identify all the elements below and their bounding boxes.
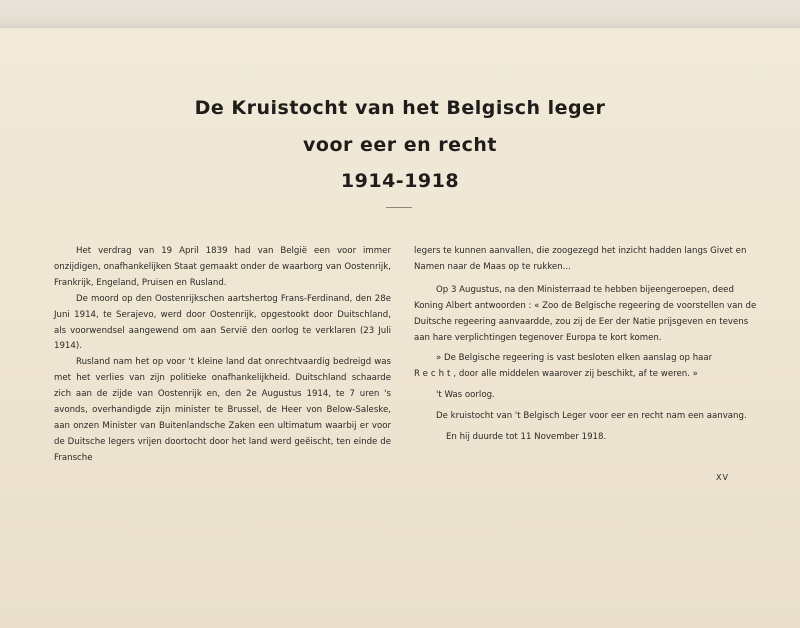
right-paragraph-2: 't Was oorlog. — [436, 390, 495, 401]
right-paragraph-1: Op 3 Augustus, na den Ministerraad te hebben bijeengeroepen, deed Koning Albert antwoorden : « Zoo de Belgische regeering de voorstellen van de Duitsche regeering aanvaardde, zou zij de Eer der Natie prijsgeven en tevens aan hare verplichtingen tegenover Europa te kort komen. — [414, 284, 757, 343]
title-years: 1914-1918 — [340, 170, 460, 192]
quote-end: , door alle middelen waarover zij beschikt, af te weren. » — [453, 369, 698, 380]
title-line-2: voor eer en recht — [303, 134, 497, 156]
left-column — [54, 244, 391, 467]
right-paragraph-4: En hij duurde tot 11 November 1918. — [446, 432, 607, 443]
quote-start: » De Belgische regeering is vast besloten elken aanslag op haar — [436, 353, 713, 364]
right-quote — [414, 351, 764, 383]
right-continuation: legers te kunnen aanvallen, die zoogezegd het inzicht hadden langs Givet en Namen naar de Maas op te rukken... — [414, 246, 747, 272]
right-paragraph-3: De kruistocht van 't Belgisch Leger voor eer en recht nam een aanvang. — [436, 411, 747, 422]
quote-spaced-word: Recht — [414, 369, 454, 380]
left-paragraph-1: Het verdrag van 19 April 1839 had van België een voor immer onzijdigen, onafhankelijken Staat gemaakt onder de waarborg van Oostenrijk, Frankrijk, Engeland, Pruisen en Rusland. — [54, 246, 391, 288]
left-paragraph-3: Rusland nam het op voor 't kleine land dat onrechtvaardig bedreigd was met het verlies van zijn politieke onafhankelijkheid. Duitschland schaarde zich aan de zijde van Oostenrijk en, den 2e Augustus 1914, te 7 uren 's avonds, overhandigde zijn minister te Brussel, de Heer von Below-Saleske, aan onzen Minister van Buitenlandsche Zaken een ultimatum waarbij er voor de Duitsche legers vrijen doortocht door het land werd geëischt, ten einde de Fransche — [54, 357, 391, 463]
page-number: XV — [716, 473, 729, 482]
title-divider — [386, 207, 412, 208]
title-line-1: De Kruistocht van het Belgisch leger — [194, 97, 606, 119]
right-column — [414, 244, 764, 451]
left-paragraph-2: De moord op den Oostenrijkschen aartshertog Frans-Ferdinand, den 28e Juni 1914, te Serajevo, werd door Oostenrijk, opgestookt door Duitschland, als voorwendsel aangewend om aan Servië den oorlog te verklaren (23 Juli 1914). — [54, 293, 391, 352]
